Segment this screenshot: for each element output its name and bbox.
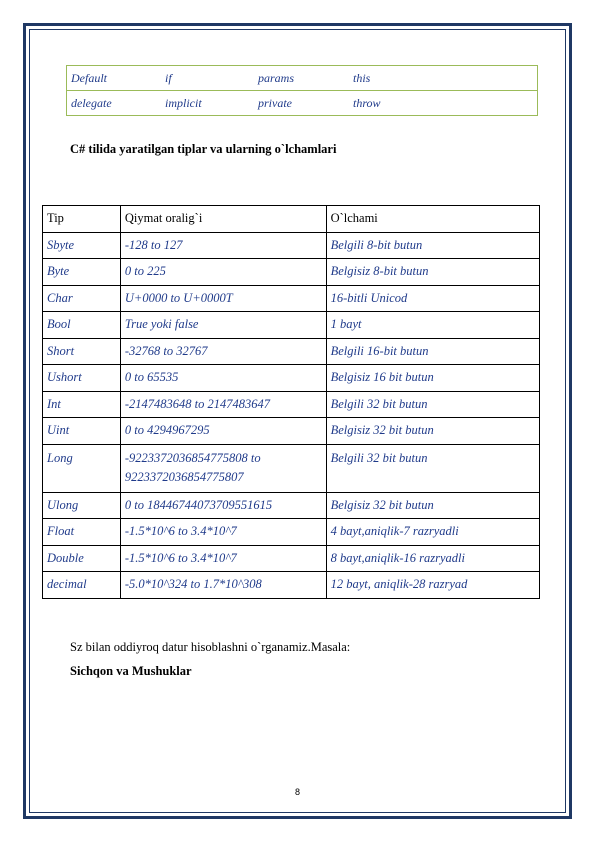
type-cell: Ulong [43, 492, 121, 519]
type-cell: Short [43, 338, 121, 365]
section-heading: C# tilida yaratilgan tiplar va ularning o`lchamlari [70, 142, 337, 156]
table-header-row [43, 206, 540, 233]
body-paragraph: Sz bilan oddiyroq datur hisoblashni o`rganamiz.Masala: [70, 640, 351, 654]
column-header: O`lchami [326, 206, 539, 233]
type-cell: Ushort [43, 365, 121, 392]
range-cell: 0 to 4294967295 [120, 418, 326, 445]
range-cell: 0 to 65535 [120, 365, 326, 392]
range-cell: -1.5*10^6 to 3.4*10^7 [120, 545, 326, 572]
type-cell: Long [43, 444, 121, 492]
size-cell: Belgili 32 bit butun [326, 444, 539, 492]
table-row [43, 232, 540, 259]
table-row [43, 338, 540, 365]
size-cell: Belgisiz 32 bit butun [326, 418, 539, 445]
table-row [43, 312, 540, 339]
size-cell: 8 bayt,aniqlik-16 razryadli [326, 545, 539, 572]
type-cell: decimal [43, 572, 121, 599]
type-cell: Sbyte [43, 232, 121, 259]
range-cell: 0 to 225 [120, 259, 326, 286]
table-row [43, 519, 540, 546]
size-cell: 16-bitli Unicod [326, 285, 539, 312]
size-cell: 4 bayt,aniqlik-7 razryadli [326, 519, 539, 546]
type-cell: Byte [43, 259, 121, 286]
type-cell: Uint [43, 418, 121, 445]
table-row [43, 391, 540, 418]
table-row [67, 66, 538, 91]
column-header: Qiymat oralig`i [120, 206, 326, 233]
range-cell: 0 to 18446744073709551615 [120, 492, 326, 519]
size-cell: Belgisiz 8-bit butun [326, 259, 539, 286]
keyword-cell: implicit [161, 91, 254, 116]
keyword-cell: if [161, 66, 254, 91]
column-header: Tip [43, 206, 121, 233]
range-cell: -5.0*10^324 to 1.7*10^308 [120, 572, 326, 599]
page-number: 8 [294, 787, 300, 797]
keyword-cell: delegate [67, 91, 162, 116]
size-cell: 12 bayt, aniqlik-28 razryad [326, 572, 539, 599]
table-row [43, 492, 540, 519]
keyword-cell: private [254, 91, 349, 116]
range-cell: -128 to 127 [120, 232, 326, 259]
size-cell: Belgili 8-bit butun [326, 232, 539, 259]
table-row [43, 418, 540, 445]
range-cell: -2147483648 to 2147483647 [120, 391, 326, 418]
type-cell: Float [43, 519, 121, 546]
type-cell: Bool [43, 312, 121, 339]
keyword-cell: this [349, 66, 538, 91]
table-row [43, 285, 540, 312]
range-cell: True yoki false [120, 312, 326, 339]
type-cell: Double [43, 545, 121, 572]
size-cell: Belgisiz 16 bit butun [326, 365, 539, 392]
table-row [43, 365, 540, 392]
keyword-cell: throw [349, 91, 538, 116]
table-row [43, 545, 540, 572]
type-cell: Char [43, 285, 121, 312]
range-cell: -32768 to 32767 [120, 338, 326, 365]
type-cell: Int [43, 391, 121, 418]
range-cell: -9223372036854775808 to 9223372036854775807 [120, 444, 326, 492]
size-cell: Belgili 16-bit butun [326, 338, 539, 365]
size-cell: 1 bayt [326, 312, 539, 339]
subheading: Sichqon va Mushuklar [70, 664, 192, 678]
table-row [43, 572, 540, 599]
types-table [42, 205, 540, 599]
size-cell: Belgisiz 32 bit butun [326, 492, 539, 519]
table-row [43, 259, 540, 286]
table-row [67, 91, 538, 116]
keyword-cell: Default [67, 66, 162, 91]
size-cell: Belgili 32 bit butun [326, 391, 539, 418]
range-cell: -1.5*10^6 to 3.4*10^7 [120, 519, 326, 546]
keywords-table [66, 65, 538, 116]
table-row [43, 444, 540, 492]
range-cell: U+0000 to U+0000T [120, 285, 326, 312]
keyword-cell: params [254, 66, 349, 91]
